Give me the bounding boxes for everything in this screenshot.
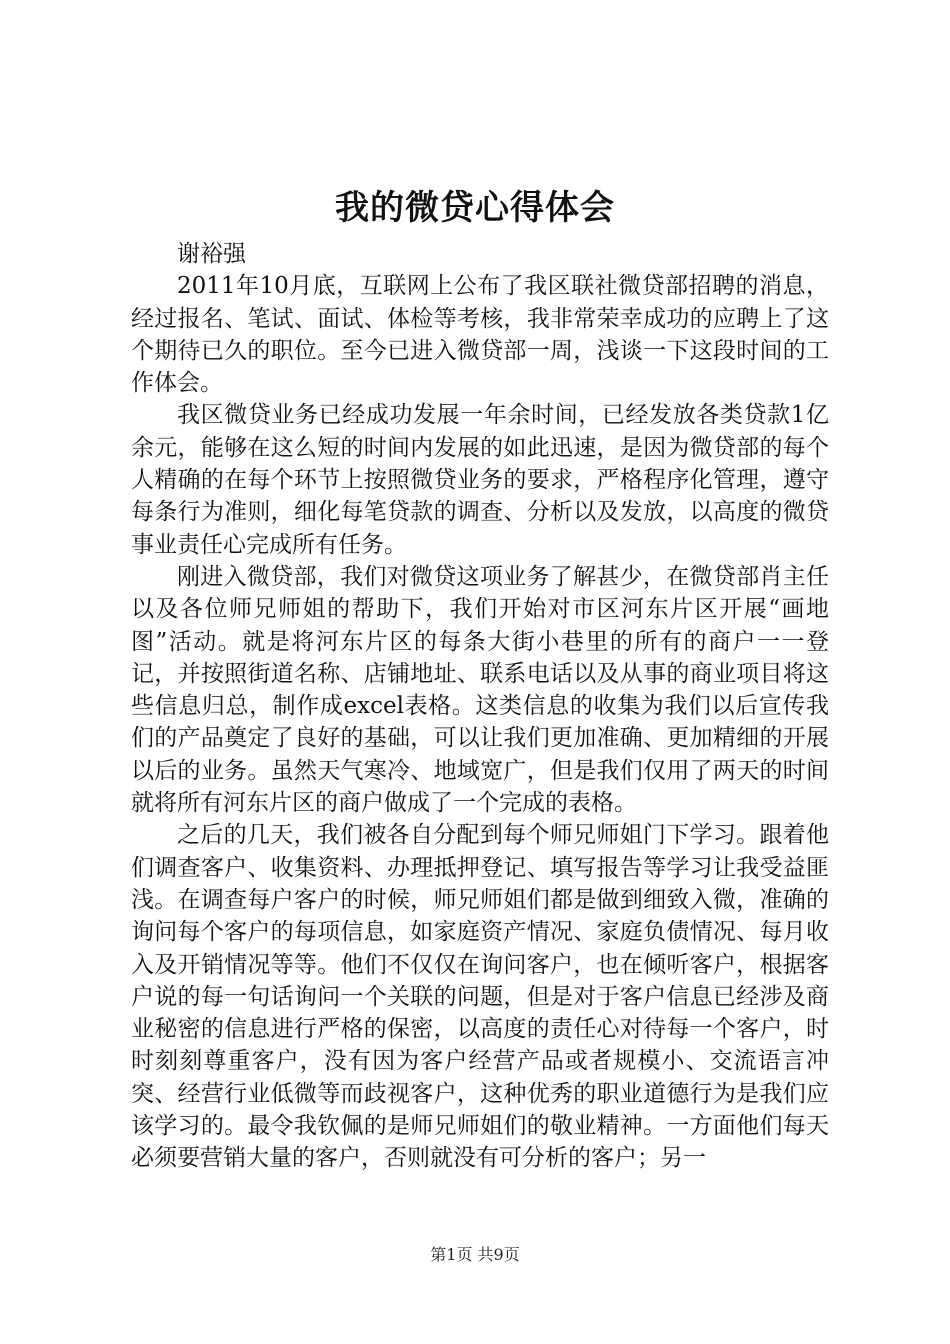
document-title: 我的微贷心得体会 bbox=[335, 188, 615, 228]
paragraph-4: 之后的几天，我们被各自分配到每个师兄师姐门下学习。跟着他们调查客户、收集资料、办理抵押登记、填写报告等学习让我受益匪浅。在调查每户客户的时候，师兄师姐们都是做到细致入微，准确的询问每个客户的每项信息，如家庭资产情况、家庭负债情况、每月收入及开销情况等等。他们不仅仅在询问客户，也在倾听客户，根据客户说的每一句话询问一个关联的问题，但是对于客户信息已经涉及商业秘密的信息进行严格的保密，以高度的责任心对待每一个客户，时时刻刻尊重客户，没有因为客户经营产品或者规模小、交流语言冲突、经营行业低微等而歧视客户，这种优秀的职业道德行为是我们应该学习的。最令我钦佩的是师兄师姐们的敬业精神。一方面他们每天必须要营销大量的客户，否则就没有可分析的客户；另一 bbox=[131, 822, 829, 1172]
paragraph-2: 我区微贷业务已经成功发展一年余时间，已经发放各类贷款1亿余元，能够在这么短的时间内发展的如此迅速，是因为微贷部的每个人精确的在每个环节上按照微贷业务的要求，严格程序化管理，遵守每条行为准则，细化每笔贷款的调查、分析以及发放，以高度的微贷事业责任心完成所有任务。 bbox=[131, 402, 829, 558]
document-body bbox=[131, 238, 829, 1175]
paragraph-3: 刚进入微贷部，我们对微贷这项业务了解甚少，在微贷部肖主任以及各位师兄师姐的帮助下，我们开始对市区河东片区开展“画地图”活动。就是将河东片区的每条大街小巷里的所有的商户一一登记，并按照街道名称、店铺地址、联系电话以及从事的商业项目将这些信息归总，制作成excel表格。这类信息的收集为我们以后宣传我们的产品奠定了良好的基础，可以让我们更加准确、更加精细的开展以后的业务。虽然天气寒冷、地域宽广，但是我们仅用了两天的时间就将所有河东片区的商户做成了一个完成的表格。 bbox=[131, 563, 829, 817]
author-name: 谢裕强 bbox=[177, 241, 246, 267]
paragraph-1: 2011年10月底，互联网上公布了我区联社微贷部招聘的消息，经过报名、笔试、面试、体检等考核，我非常荣幸成功的应聘上了这个期待已久的职位。至今已进入微贷部一周，浅谈一下这段时间的工作体会。 bbox=[131, 273, 829, 397]
page-number-footer: 第1页 共9页 bbox=[430, 1245, 520, 1264]
